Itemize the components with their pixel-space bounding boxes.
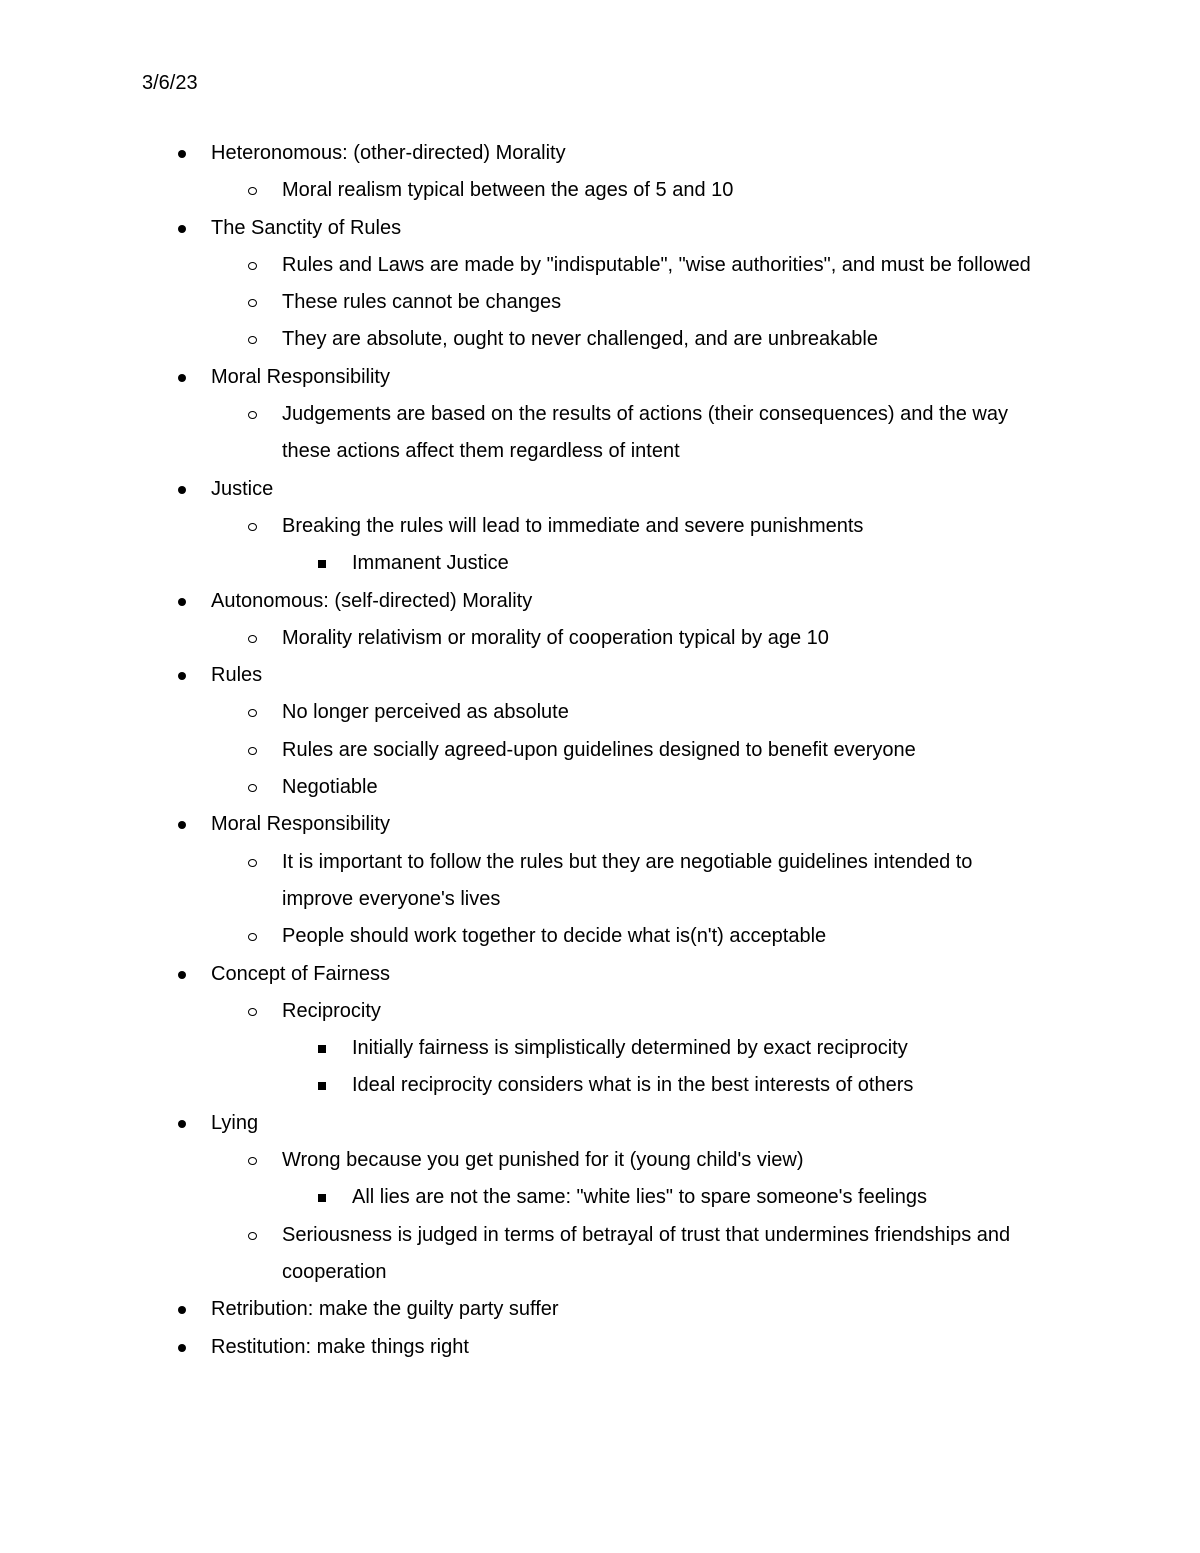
outline-item-text: Judgements are based on the results of actions (their consequences) and the way these actions affect them regardless of intent [282,403,1008,463]
disc-bullet-icon [178,225,186,233]
disc-bullet-icon [178,1344,186,1352]
outline-item-level-1 [0,620,1042,657]
outline-item-text: Retribution: make the guilty party suffer [211,1298,559,1321]
disc-bullet-icon [178,1120,186,1128]
circle-bullet-icon [248,1232,257,1240]
circle-bullet-icon [248,1157,257,1165]
outline-item-level-1 [0,508,1042,545]
outline-item-text: People should work together to decide what is(n't) acceptable [282,925,827,948]
outline-item-text: Morality relativism or morality of cooperation typical by age 10 [282,626,829,649]
outline-item-text: All lies are not the same: "white lies" to spare someone's feelings [352,1186,927,1209]
outline-item-level-0 [0,1105,1200,1142]
square-bullet-icon [318,1194,326,1202]
bullet-outline [0,135,1200,1366]
square-bullet-icon [318,1045,326,1053]
circle-bullet-icon [248,299,257,307]
disc-bullet-icon [178,486,186,494]
disc-bullet-icon [178,1306,186,1314]
outline-item-level-0 [0,1329,1200,1366]
outline-item-level-1 [0,172,1042,209]
outline-item-level-0 [0,583,1200,620]
outline-item-text: Heteronomous: (other-directed) Morality [211,142,566,164]
outline-item-text: It is important to follow the rules but they are negotiable guidelines intended to improve everyone's lives [282,850,973,910]
outline-item-level-1 [0,694,1042,731]
outline-item-level-0 [0,359,1200,396]
disc-bullet-icon [178,821,186,829]
outline-item-text: Lying [211,1111,259,1134]
outline-item-level-0 [0,657,1200,694]
circle-bullet-icon [248,1008,257,1016]
outline-item-text: These rules cannot be changes [282,291,562,314]
outline-item-text: Seriousness is judged in terms of betrayal of trust that undermines friendships and cooperation [282,1223,1011,1283]
disc-bullet-icon [178,150,186,158]
outline-item-level-1 [0,1142,1042,1179]
outline-item-text: Justice [211,477,274,500]
outline-item-text: Restitution: make things right [211,1335,469,1358]
square-bullet-icon [318,560,326,568]
outline-item-text: Rules [211,664,263,687]
disc-bullet-icon [178,374,186,382]
circle-bullet-icon [248,635,257,643]
circle-bullet-icon [248,336,257,344]
outline-item-level-2 [0,1179,1052,1216]
outline-item-level-1 [0,993,1042,1030]
circle-bullet-icon [248,747,257,755]
outline-item-level-1 [0,732,1042,769]
page-date: 3/6/23 [142,72,198,94]
circle-bullet-icon [248,262,257,270]
outline-item-text: Initially fairness is simplistically determined by exact reciprocity [352,1037,908,1060]
outline-item-level-1 [0,1217,1042,1292]
circle-bullet-icon [248,187,257,195]
outline-item-text: Autonomous: (self-directed) Morality [211,589,533,612]
outline-item-text: Immanent Justice [352,552,509,575]
outline-item-text: They are absolute, ought to never challenged, and are unbreakable [282,328,878,351]
outline-item-text: Moral Responsibility [211,813,390,836]
outline-item-text: Wrong because you get punished for it (young child's view) [282,1149,804,1172]
outline-item-level-2 [0,1030,1052,1067]
disc-bullet-icon [178,971,186,979]
outline-item-level-1 [0,396,1042,471]
outline-item-text: Rules are socially agreed-upon guidelines designed to benefit everyone [282,738,916,761]
circle-bullet-icon [248,709,257,717]
outline-item-text: Ideal reciprocity considers what is in the best interests of others [352,1074,914,1097]
outline-item-level-2 [0,545,1052,582]
outline-item-level-0 [0,135,1200,172]
disc-bullet-icon [178,598,186,606]
outline-item-text: Reciprocity [282,999,381,1022]
outline-item-text: Moral Responsibility [211,365,390,388]
circle-bullet-icon [248,784,257,792]
outline-item-level-0 [0,956,1200,993]
circle-bullet-icon [248,859,257,867]
outline-item-text: Breaking the rules will lead to immediate and severe punishments [282,514,864,537]
outline-item-level-2 [0,1067,1052,1104]
outline-item-level-0 [0,806,1200,843]
outline-item-level-0 [0,210,1200,247]
outline-item-level-1 [0,321,1042,358]
outline-item-level-0 [0,471,1200,508]
outline-item-level-1 [0,284,1042,321]
circle-bullet-icon [248,933,257,941]
outline-item-text: Negotiable [282,776,378,799]
outline-item-level-1 [0,247,1042,284]
outline-item-text: No longer perceived as absolute [282,701,569,724]
square-bullet-icon [318,1082,326,1090]
outline-item-text: Concept of Fairness [211,962,390,985]
outline-item-text: Moral realism typical between the ages of 5 and 10 [282,179,734,202]
outline-item-text: Rules and Laws are made by "indisputable", "wise authorities", and must be followed [282,253,1031,276]
outline-item-level-1 [0,918,1042,955]
outline-item-level-1 [0,769,1042,806]
outline-item-text: The Sanctity of Rules [211,216,402,239]
outline-item-level-0 [0,1291,1200,1328]
outline-item-level-1 [0,844,1042,919]
disc-bullet-icon [178,672,186,680]
circle-bullet-icon [248,411,257,419]
circle-bullet-icon [248,523,257,531]
